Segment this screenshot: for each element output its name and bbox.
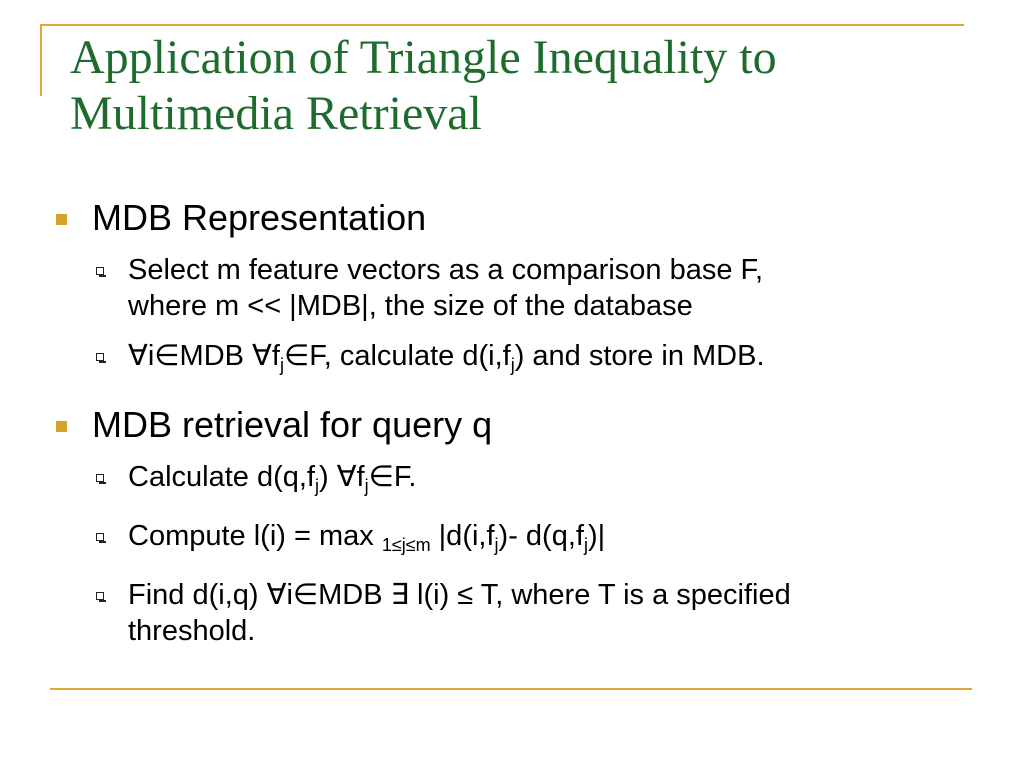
- bullet-mdb-retrieval: [92, 403, 1024, 447]
- sub-bullet-find-threshold: [128, 577, 978, 649]
- slide-title-line-2: Multimedia Retrieval: [70, 87, 482, 140]
- bullet-heading: MDB Representation: [92, 197, 427, 238]
- hollow-square-bullet-icon: [96, 267, 104, 275]
- text-part: ) and store in MDB.: [514, 340, 765, 372]
- subscript: j: [364, 476, 369, 496]
- sub-bullet-calculate-query: [128, 459, 978, 504]
- text-part: ∈F, calculate d(i,f: [283, 340, 511, 372]
- title-accent-line-top: [40, 24, 964, 26]
- square-bullet-icon: [56, 214, 67, 225]
- slide-title: [70, 30, 1000, 142]
- text-part: Compute l(i) = max: [128, 520, 382, 552]
- text-part: )|: [587, 520, 606, 552]
- subscript: j: [279, 355, 284, 375]
- hollow-square-bullet-icon: [96, 474, 104, 482]
- text-part: ) ∀f: [319, 461, 365, 493]
- sub-bullet-text-continued: threshold.: [128, 615, 256, 647]
- max-range-subscript: 1≤j≤m: [381, 535, 431, 555]
- sub-bullet-text: Select m feature vectors as a comparison base F,: [128, 254, 764, 286]
- sub-bullet-text: Find d(i,q) ∀i∈MDB ∃ l(i) ≤ T, where T is a specified: [128, 579, 791, 611]
- bullet-mdb-representation: [92, 196, 1024, 240]
- text-part: Calculate d(q,f: [128, 461, 315, 493]
- text-part: ∀i∈MDB ∀f: [128, 340, 280, 372]
- sub-bullet-select-features: [128, 252, 978, 324]
- hollow-square-bullet-icon: [96, 592, 104, 600]
- text-part: )- d(q,f: [498, 520, 584, 552]
- text-part: |d(i,f: [430, 520, 495, 552]
- slide-body: [0, 196, 1024, 663]
- hollow-square-bullet-icon: [96, 353, 104, 361]
- subscript: j: [315, 476, 319, 496]
- subscript: j: [583, 535, 588, 555]
- text-part: ∈F.: [368, 461, 417, 493]
- hollow-square-bullet-icon: [96, 533, 104, 541]
- sub-bullet-calculate-store: [128, 338, 978, 383]
- title-accent-line-left: [40, 24, 42, 96]
- slide-title-line-1: Application of Triangle Inequality to: [70, 31, 777, 84]
- square-bullet-icon: [56, 421, 67, 432]
- bullet-heading: MDB retrieval for query q: [92, 404, 493, 445]
- sub-bullet-text-continued: where m << |MDB|, the size of the database: [128, 290, 693, 322]
- subscript: j: [494, 535, 499, 555]
- footer-accent-line: [50, 688, 972, 690]
- sub-bullet-compute-l: [128, 518, 978, 563]
- subscript: j: [510, 355, 515, 375]
